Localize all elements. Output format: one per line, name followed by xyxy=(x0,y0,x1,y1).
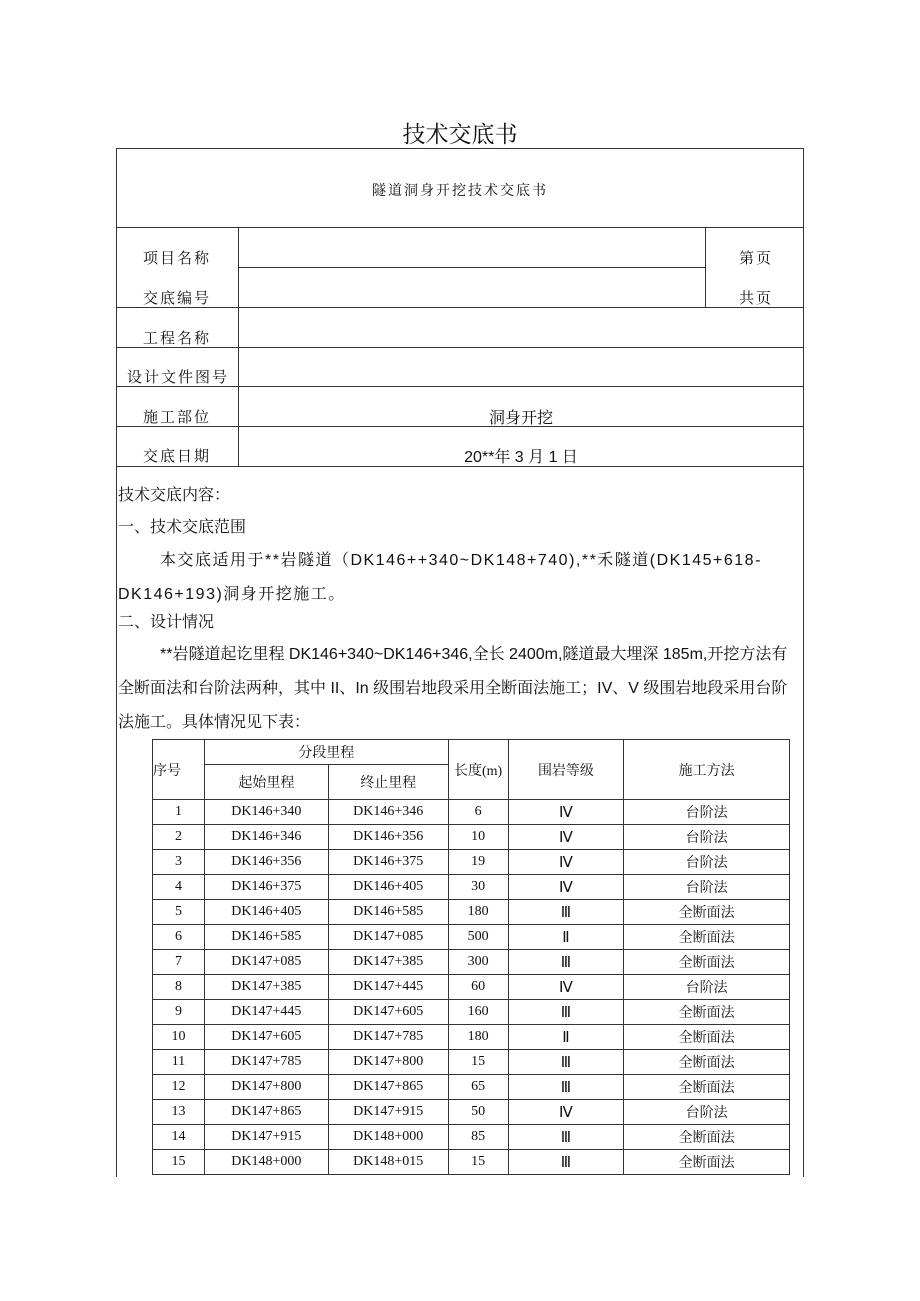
construction-method: 台阶法 xyxy=(624,850,790,875)
date-label: 交底日期 xyxy=(143,447,212,465)
length: 180 xyxy=(448,1025,508,1050)
length: 19 xyxy=(448,850,508,875)
divider xyxy=(238,227,239,466)
table-row xyxy=(153,900,790,925)
rock-grade: Ⅲ xyxy=(508,950,624,975)
table-row xyxy=(153,1150,790,1175)
construction-method: 全断面法 xyxy=(624,900,790,925)
header-start: 起始里程 xyxy=(204,765,328,800)
divider xyxy=(705,227,706,307)
row-no: 11 xyxy=(153,1050,205,1075)
start-mileage: DK146+340 xyxy=(204,800,328,825)
length: 15 xyxy=(448,1150,508,1175)
row-no: 9 xyxy=(153,1000,205,1025)
header-method: 施工方法 xyxy=(624,740,790,800)
location-value: 洞身开挖 xyxy=(488,408,553,427)
location-label: 施工部位 xyxy=(143,408,212,426)
header-end: 终止里程 xyxy=(328,765,448,800)
start-mileage: DK146+356 xyxy=(204,850,328,875)
length: 180 xyxy=(448,900,508,925)
row-no: 1 xyxy=(153,800,205,825)
start-mileage: DK146+346 xyxy=(204,825,328,850)
length: 160 xyxy=(448,1000,508,1025)
divider xyxy=(116,307,804,308)
end-mileage: DK147+785 xyxy=(328,1025,448,1050)
end-mileage: DK146+405 xyxy=(328,875,448,900)
rock-grade: Ⅳ xyxy=(508,875,624,900)
end-mileage: DK146+585 xyxy=(328,900,448,925)
rock-grade: Ⅲ xyxy=(508,900,624,925)
row-no: 4 xyxy=(153,875,205,900)
divider xyxy=(116,347,804,348)
start-mileage: DK147+085 xyxy=(204,950,328,975)
construction-method: 台阶法 xyxy=(624,875,790,900)
length: 300 xyxy=(448,950,508,975)
date-value: 20**年 3 月 1 日 xyxy=(464,449,578,466)
start-mileage: DK146+405 xyxy=(204,900,328,925)
length: 6 xyxy=(448,800,508,825)
row-no: 13 xyxy=(153,1100,205,1125)
length: 15 xyxy=(448,1050,508,1075)
row-no: 6 xyxy=(153,925,205,950)
table-row xyxy=(153,800,790,825)
end-mileage: DK146+346 xyxy=(328,800,448,825)
rock-grade: Ⅳ xyxy=(508,975,624,1000)
table-row xyxy=(153,975,790,1000)
table-row xyxy=(153,1075,790,1100)
row-no: 2 xyxy=(153,825,205,850)
table-row xyxy=(153,1000,790,1025)
header-segment: 分段里程 xyxy=(204,740,448,765)
end-mileage: DK147+445 xyxy=(328,975,448,1000)
construction-method: 台阶法 xyxy=(624,975,790,1000)
construction-method: 全断面法 xyxy=(624,1075,790,1100)
start-mileage: DK147+445 xyxy=(204,1000,328,1025)
total-label: 共页 xyxy=(739,289,774,307)
length: 30 xyxy=(448,875,508,900)
rock-grade: Ⅱ xyxy=(508,925,624,950)
end-mileage: DK147+800 xyxy=(328,1050,448,1075)
end-mileage: DK148+000 xyxy=(328,1125,448,1150)
construction-method: 全断面法 xyxy=(624,1150,790,1175)
rock-grade: Ⅲ xyxy=(508,1075,624,1100)
table-row xyxy=(153,875,790,900)
project-name-label: 项目名称 xyxy=(143,249,212,267)
construction-method: 全断面法 xyxy=(624,1050,790,1075)
engineering-name-label: 工程名称 xyxy=(143,329,212,347)
length: 50 xyxy=(448,1100,508,1125)
start-mileage: DK147+385 xyxy=(204,975,328,1000)
start-mileage: DK146+375 xyxy=(204,875,328,900)
row-no: 7 xyxy=(153,950,205,975)
rock-grade: Ⅳ xyxy=(508,850,624,875)
start-mileage: DK147+785 xyxy=(204,1050,328,1075)
rock-grade: Ⅲ xyxy=(508,1125,624,1150)
rock-grade: Ⅲ xyxy=(508,1000,624,1025)
rock-grade: Ⅳ xyxy=(508,825,624,850)
construction-method: 台阶法 xyxy=(624,1100,790,1125)
page-label: 第页 xyxy=(739,249,774,267)
start-mileage: DK147+865 xyxy=(204,1100,328,1125)
length: 60 xyxy=(448,975,508,1000)
header-no: 序号 xyxy=(153,740,205,800)
document-title: 技术交底书 xyxy=(402,122,518,148)
rock-grade: Ⅲ xyxy=(508,1150,624,1175)
row-no: 12 xyxy=(153,1075,205,1100)
end-mileage: DK147+385 xyxy=(328,950,448,975)
end-mileage: DK147+085 xyxy=(328,925,448,950)
rock-grade: Ⅳ xyxy=(508,1100,624,1125)
end-mileage: DK148+015 xyxy=(328,1150,448,1175)
rock-grade: Ⅲ xyxy=(508,1050,624,1075)
end-mileage: DK146+356 xyxy=(328,825,448,850)
end-mileage: DK146+375 xyxy=(328,850,448,875)
table-row xyxy=(153,925,790,950)
row-no: 10 xyxy=(153,1025,205,1050)
section-2-heading: 二、设计情况 xyxy=(118,612,215,631)
construction-method: 全断面法 xyxy=(624,1125,790,1150)
start-mileage: DK146+585 xyxy=(204,925,328,950)
table-row xyxy=(153,950,790,975)
header-grade: 围岩等级 xyxy=(508,740,624,800)
start-mileage: DK148+000 xyxy=(204,1150,328,1175)
code-label: 交底编号 xyxy=(143,289,212,307)
row-no: 3 xyxy=(153,850,205,875)
rock-grade: Ⅳ xyxy=(508,800,624,825)
construction-method: 台阶法 xyxy=(624,825,790,850)
table-row xyxy=(153,1125,790,1150)
start-mileage: DK147+605 xyxy=(204,1025,328,1050)
header-length: 长度(m) xyxy=(448,740,508,800)
segment-table xyxy=(152,739,790,1175)
end-mileage: DK147+605 xyxy=(328,1000,448,1025)
subtitle: 隧道洞身开挖技术交底书 xyxy=(372,183,548,199)
table-row xyxy=(153,1050,790,1075)
table-row xyxy=(153,1100,790,1125)
section-1-text: 本交底适用于**岩隧道（DK146++340~DK148+740),**禾隧道(DK145+618-DK146+193)洞身开挖施工。 xyxy=(118,552,762,603)
length: 10 xyxy=(448,825,508,850)
table-row xyxy=(153,850,790,875)
rock-grade: Ⅱ xyxy=(508,1025,624,1050)
length: 500 xyxy=(448,925,508,950)
row-no: 15 xyxy=(153,1150,205,1175)
content-heading: 技术交底内容： xyxy=(118,485,231,504)
divider xyxy=(238,267,705,268)
end-mileage: DK147+865 xyxy=(328,1075,448,1100)
length: 85 xyxy=(448,1125,508,1150)
row-no: 5 xyxy=(153,900,205,925)
row-no: 8 xyxy=(153,975,205,1000)
divider xyxy=(116,227,804,228)
design-doc-label: 设计文件图号 xyxy=(127,368,230,386)
row-no: 14 xyxy=(153,1125,205,1150)
length: 65 xyxy=(448,1075,508,1100)
section-2-text: **岩隧道起讫里程 DK146+340~DK146+346,全长 2400m,隧道最大埋深 185m,开挖方法有全断面法和台阶法两种，其中 II、In 级围岩地段采用全断面法施工；IV、V 级围岩地段采用台阶法施工。具体情况见下表： xyxy=(118,646,788,731)
construction-method: 全断面法 xyxy=(624,1000,790,1025)
construction-method: 台阶法 xyxy=(624,800,790,825)
table-row xyxy=(153,825,790,850)
construction-method: 全断面法 xyxy=(624,950,790,975)
start-mileage: DK147+915 xyxy=(204,1125,328,1150)
construction-method: 全断面法 xyxy=(624,925,790,950)
construction-method: 全断面法 xyxy=(624,1025,790,1050)
section-1-heading: 一、技术交底范围 xyxy=(118,517,247,536)
table-row xyxy=(153,1025,790,1050)
end-mileage: DK147+915 xyxy=(328,1100,448,1125)
start-mileage: DK147+800 xyxy=(204,1075,328,1100)
